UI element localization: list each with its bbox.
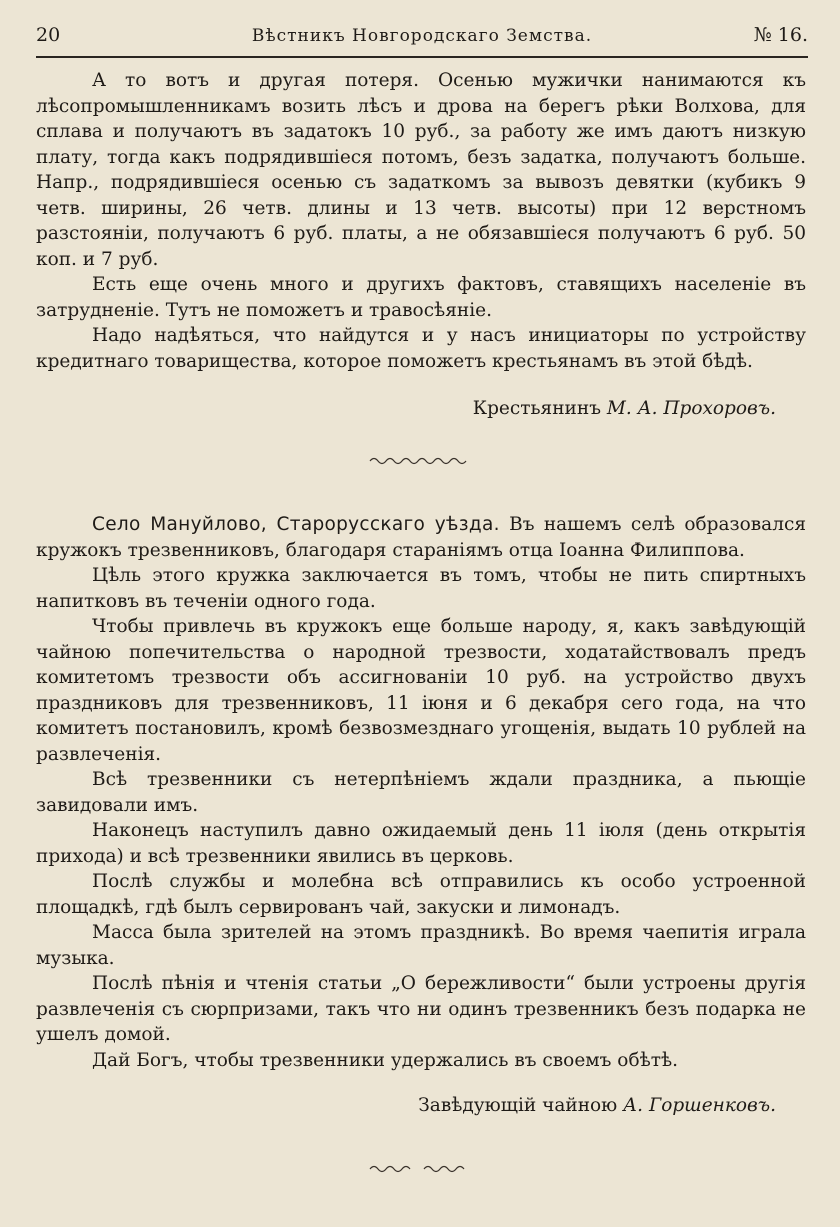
paragraph: Наконецъ наступилъ давно ожидаемый день 11 iюля (день открытiя прихода) и всѣ трезвенники явились въ церковь. (36, 820, 806, 867)
article-temperance-circle (36, 512, 806, 1118)
paragraph (36, 512, 806, 563)
signature-name: А. Горшенковъ. (623, 1095, 776, 1116)
paragraph: Послѣ службы и молебна всѣ отправились къ особо устроенной площадкѣ, гдѣ былъ сервированъ чай, закуски и лимонадъ. (36, 871, 806, 918)
signature-name: М. А. Прохоровъ. (606, 398, 776, 419)
running-header (36, 20, 808, 58)
paragraph: Есть еще очень много и другихъ фактовъ, ставящихъ населенiе въ затрудненiе. Тутъ не поможетъ и травосѣянiе. (36, 274, 806, 321)
article-peasant-letter (36, 68, 806, 421)
signature-prefix: Завѣдующiй чайною (418, 1095, 618, 1116)
paragraph: А то вотъ и другая потеря. Осенью мужички нанимаются къ лѣсопромышленникамъ возить лѣсъ и дрова на берегъ рѣки Волхова, для сплава и получаютъ въ задатокъ 10 руб., за работу же имъ даютъ низкую плату, тогда какъ подрядившiеся потомъ, безъ задатка, получаютъ больше. Напр., подрядившiеся осенью съ задаткомъ за вывозъ девятки (кубикъ 9 четв. ширины, 26 четв. длины и 13 четв. высоты) при 12 верстномъ разстоянiи, получаютъ 6 руб. платы, а не обязавшiеся получаютъ 6 руб. 50 коп. и 7 руб. (36, 70, 806, 270)
issue-number: № 16. (753, 24, 808, 46)
page-number: 20 (36, 24, 61, 46)
paragraph-text: Въ нашемъ селѣ образовался кружокъ трезвенниковъ, благодаря стараніямъ отца Iоанна Филиппова. (36, 514, 806, 561)
paragraph: Дай Богъ, чтобы трезвенники удержались въ своемъ обѣтѣ. (92, 1049, 679, 1071)
section-divider (0, 456, 840, 466)
wavy-divider-icon (368, 1164, 472, 1174)
paragraph: Всѣ трезвенники съ нетерпѣнiемъ ждали праздника, а пьющiе завидовали имъ. (36, 769, 806, 816)
signature (36, 396, 806, 421)
paragraph: Послѣ пѣнiя и чтенiя статьи „О бережливости“ были устроены другiя развлеченiя съ сюрпризами, такъ что ни одинъ трезвенникъ безъ подарка не ушелъ домой. (36, 973, 806, 1045)
wavy-divider-icon (368, 456, 472, 466)
dateline: Село Мануйлово, Старорусскаго уѣзда. (92, 514, 500, 535)
end-divider (0, 1164, 840, 1174)
signature-prefix: Крестьянинъ (472, 398, 601, 419)
journal-title: Вѣстникъ Новгородскаго Земства. (251, 26, 593, 46)
paragraph: Надо надѣяться, что найдутся и у насъ инициаторы по устройству кредитнаго товарищества, которое поможетъ крестьянамъ въ этой бѣдѣ. (36, 325, 806, 372)
paragraph: Масса была зрителей на этомъ праздникѣ. Во время чаепитiя играла музыка. (36, 922, 806, 969)
paragraph: Цѣль этого кружка заключается въ томъ, чтобы не пить спиртныхъ напитковъ въ теченiи одного года. (36, 565, 806, 612)
signature (36, 1093, 806, 1118)
paragraph: Чтобы привлечь въ кружокъ еще больше народу, я, какъ завѣдующiй чайною попечительства о народной трезвости, ходатайствовалъ предъ комитетомъ трезвости объ ассигнованiи 10 руб. на устройство двухъ праздниковъ для трезвенниковъ, 11 iюня и 6 декабря сего года, на что комитетъ постановилъ, кромѣ безвозмезднаго угощенiя, выдать 10 рублей на развлеченiя. (36, 616, 806, 765)
